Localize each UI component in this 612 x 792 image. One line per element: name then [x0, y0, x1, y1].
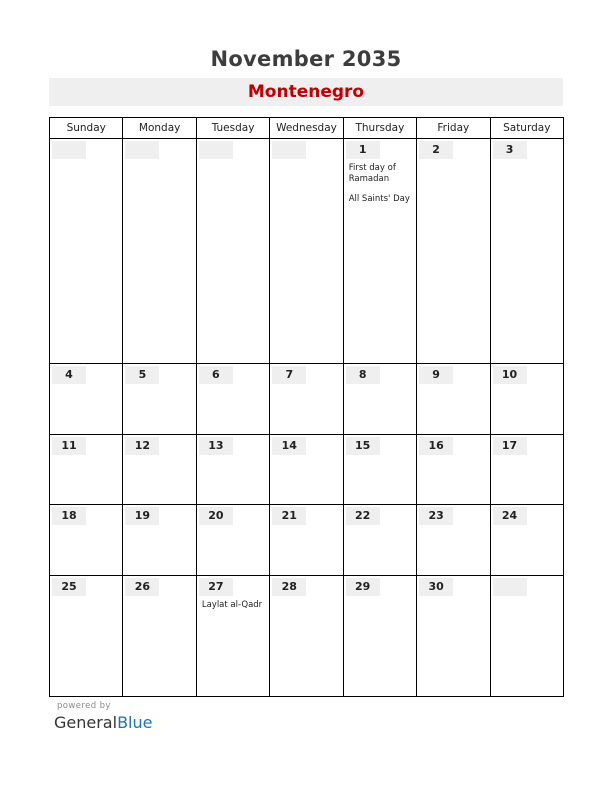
day-number: 16	[419, 437, 453, 455]
weekday-header: Saturday	[490, 118, 563, 139]
day-number: 22	[346, 507, 380, 525]
day-cell	[490, 139, 563, 364]
day-cell	[50, 364, 123, 435]
day-number: 15	[346, 437, 380, 455]
week-row	[50, 364, 564, 435]
day-cell	[50, 434, 123, 505]
day-number: 1	[346, 141, 380, 159]
day-number: 8	[346, 366, 380, 384]
day-cell	[490, 364, 563, 435]
weekday-header: Tuesday	[196, 118, 269, 139]
day-cell	[50, 505, 123, 576]
day-number: 20	[199, 507, 233, 525]
day-cell	[490, 505, 563, 576]
empty-day-cell	[50, 139, 123, 364]
day-cell	[343, 505, 416, 576]
day-cell	[123, 364, 196, 435]
week-row	[50, 575, 564, 696]
week-row	[50, 505, 564, 576]
day-number: 28	[272, 578, 306, 596]
day-number: 5	[125, 366, 159, 384]
day-number: 12	[125, 437, 159, 455]
day-number: 19	[125, 507, 159, 525]
day-number: 13	[199, 437, 233, 455]
holiday-label: Laylat al-Qadr	[201, 599, 263, 610]
day-cell	[196, 575, 269, 696]
day-number: 18	[52, 507, 86, 525]
week-row	[50, 139, 564, 364]
day-cell	[270, 505, 343, 576]
day-cell	[270, 575, 343, 696]
day-number: 10	[493, 366, 527, 384]
weekday-header: Monday	[123, 118, 196, 139]
week-row	[50, 434, 564, 505]
holiday-label: First day of Ramadan	[348, 163, 396, 184]
day-number: 9	[419, 366, 453, 384]
day-number	[52, 141, 86, 159]
day-cell	[343, 364, 416, 435]
day-cell	[123, 575, 196, 696]
day-cell	[196, 434, 269, 505]
weekday-header: Sunday	[50, 118, 123, 139]
day-number: 29	[346, 578, 380, 596]
day-number: 2	[419, 141, 453, 159]
empty-day-cell	[490, 575, 563, 696]
day-number: 14	[272, 437, 306, 455]
day-number: 7	[272, 366, 306, 384]
day-cell	[123, 434, 196, 505]
day-number: 4	[52, 366, 86, 384]
day-cell	[417, 139, 490, 364]
day-number: 17	[493, 437, 527, 455]
day-cell	[196, 364, 269, 435]
day-cell	[270, 434, 343, 505]
country-name: Montenegro	[247, 82, 365, 102]
day-cell	[417, 575, 490, 696]
day-number: 11	[52, 437, 86, 455]
brand-word-general: General	[54, 713, 118, 732]
day-number: 30	[419, 578, 453, 596]
day-cell	[270, 364, 343, 435]
day-number	[272, 141, 306, 159]
day-cell	[50, 575, 123, 696]
powered-by-text: powered by	[57, 701, 111, 711]
brand-word-blue: Blue	[117, 713, 153, 732]
weekday-header: Friday	[417, 118, 490, 139]
day-cell	[417, 434, 490, 505]
day-cell	[196, 505, 269, 576]
day-cell	[490, 434, 563, 505]
empty-day-cell	[270, 139, 343, 364]
empty-day-cell	[123, 139, 196, 364]
calendar-body	[50, 139, 564, 697]
brand-logo[interactable]	[54, 713, 152, 732]
day-number: 25	[52, 578, 86, 596]
empty-day-cell	[196, 139, 269, 364]
day-number: 26	[125, 578, 159, 596]
day-number	[199, 141, 233, 159]
weekday-header-row	[50, 118, 564, 139]
day-number	[493, 578, 527, 596]
calendar-grid	[49, 117, 564, 697]
day-cell	[343, 434, 416, 505]
day-number: 21	[272, 507, 306, 525]
day-cell	[123, 505, 196, 576]
day-cell	[343, 575, 416, 696]
day-cell	[417, 505, 490, 576]
day-cell	[417, 364, 490, 435]
weekday-header: Thursday	[343, 118, 416, 139]
holiday-label: All Saints' Day	[348, 194, 410, 204]
page-title: November 2035	[210, 47, 402, 71]
day-number: 27	[199, 578, 233, 596]
country-banner	[49, 78, 563, 106]
day-number: 23	[419, 507, 453, 525]
day-cell	[343, 139, 416, 364]
day-number: 24	[493, 507, 527, 525]
day-number	[125, 141, 159, 159]
day-number: 3	[493, 141, 527, 159]
day-number: 6	[199, 366, 233, 384]
weekday-header: Wednesday	[270, 118, 343, 139]
